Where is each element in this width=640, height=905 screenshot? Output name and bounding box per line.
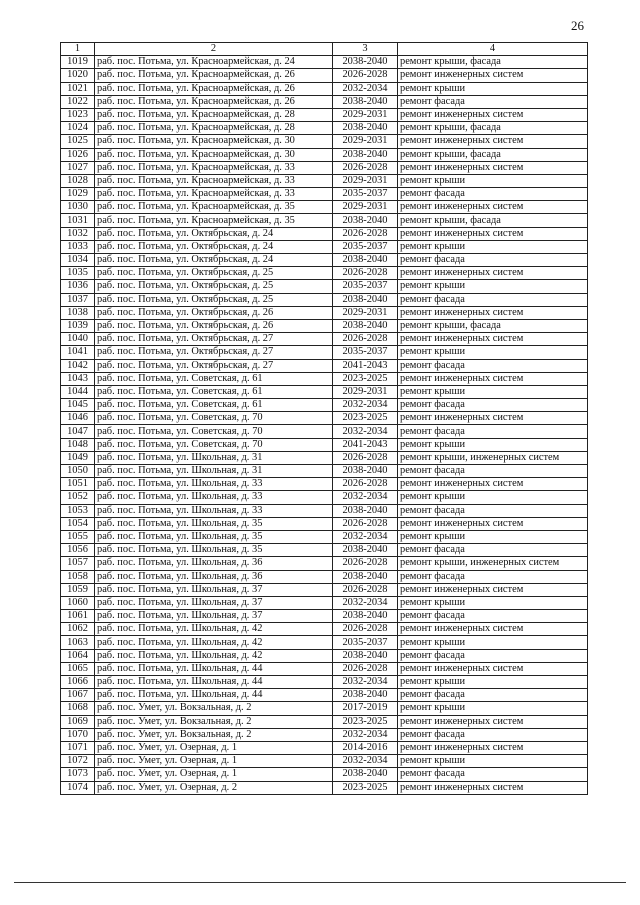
address-cell: раб. пос. Потьма, ул. Красноармейская, д. 26 <box>95 69 333 82</box>
address-cell: раб. пос. Потьма, ул. Школьная, д. 35 <box>95 517 333 530</box>
work-type-cell: ремонт фасада <box>398 768 588 781</box>
work-type-cell: ремонт крыши <box>398 174 588 187</box>
period-cell: 2038-2040 <box>333 768 398 781</box>
table-header-row <box>61 43 588 56</box>
work-type-cell: ремонт инженерных систем <box>398 412 588 425</box>
address-cell: раб. пос. Потьма, ул. Школьная, д. 36 <box>95 557 333 570</box>
row-number: 1042 <box>61 359 95 372</box>
row-number: 1059 <box>61 583 95 596</box>
row-number: 1068 <box>61 702 95 715</box>
row-number: 1073 <box>61 768 95 781</box>
table-row <box>61 280 588 293</box>
address-cell: раб. пос. Потьма, ул. Красноармейская, д. 30 <box>95 148 333 161</box>
address-cell: раб. пос. Потьма, ул. Октябрьская, д. 27 <box>95 333 333 346</box>
row-number: 1051 <box>61 478 95 491</box>
table-row <box>61 504 588 517</box>
table-row <box>61 359 588 372</box>
address-cell: раб. пос. Потьма, ул. Школьная, д. 31 <box>95 451 333 464</box>
period-cell: 2038-2040 <box>333 570 398 583</box>
table-row <box>61 56 588 69</box>
period-cell: 2014-2016 <box>333 741 398 754</box>
address-cell: раб. пос. Умет, ул. Вокзальная, д. 2 <box>95 702 333 715</box>
table-row <box>61 425 588 438</box>
column-header-address: 2 <box>95 43 333 56</box>
work-type-cell: ремонт инженерных систем <box>398 69 588 82</box>
work-type-cell: ремонт крыши <box>398 636 588 649</box>
work-type-cell: ремонт инженерных систем <box>398 108 588 121</box>
period-cell: 2026-2028 <box>333 161 398 174</box>
work-type-cell: ремонт крыши <box>398 702 588 715</box>
address-cell: раб. пос. Потьма, ул. Октябрьская, д. 27 <box>95 359 333 372</box>
work-type-cell: ремонт фасада <box>398 544 588 557</box>
row-number: 1062 <box>61 623 95 636</box>
table-row <box>61 293 588 306</box>
table-row <box>61 544 588 557</box>
address-cell: раб. пос. Умет, ул. Озерная, д. 1 <box>95 755 333 768</box>
table-row <box>61 333 588 346</box>
row-number: 1060 <box>61 596 95 609</box>
address-cell: раб. пос. Потьма, ул. Октябрьская, д. 25 <box>95 280 333 293</box>
row-number: 1025 <box>61 135 95 148</box>
work-type-cell: ремонт крыши <box>398 280 588 293</box>
period-cell: 2038-2040 <box>333 95 398 108</box>
table-row <box>61 755 588 768</box>
row-number: 1035 <box>61 267 95 280</box>
work-type-cell: ремонт крыши <box>398 385 588 398</box>
row-number: 1044 <box>61 385 95 398</box>
period-cell: 2026-2028 <box>333 478 398 491</box>
work-type-cell: ремонт фасада <box>398 425 588 438</box>
table-row <box>61 689 588 702</box>
address-cell: раб. пос. Потьма, ул. Школьная, д. 42 <box>95 649 333 662</box>
period-cell: 2038-2040 <box>333 544 398 557</box>
work-type-cell: ремонт крыши, фасада <box>398 214 588 227</box>
row-number: 1039 <box>61 319 95 332</box>
period-cell: 2038-2040 <box>333 214 398 227</box>
row-number: 1064 <box>61 649 95 662</box>
table-row <box>61 530 588 543</box>
row-number: 1031 <box>61 214 95 227</box>
address-cell: раб. пос. Умет, ул. Озерная, д. 2 <box>95 781 333 794</box>
period-cell: 2026-2028 <box>333 227 398 240</box>
row-number: 1050 <box>61 465 95 478</box>
row-number: 1022 <box>61 95 95 108</box>
period-cell: 2023-2025 <box>333 412 398 425</box>
work-type-cell: ремонт крыши <box>398 676 588 689</box>
table-row <box>61 188 588 201</box>
work-type-cell: ремонт фасада <box>398 399 588 412</box>
table-row <box>61 478 588 491</box>
period-cell: 2032-2034 <box>333 755 398 768</box>
table-row <box>61 715 588 728</box>
table-row <box>61 596 588 609</box>
row-number: 1056 <box>61 544 95 557</box>
address-cell: раб. пос. Потьма, ул. Школьная, д. 44 <box>95 676 333 689</box>
period-cell: 2035-2037 <box>333 636 398 649</box>
address-cell: раб. пос. Потьма, ул. Красноармейская, д. 24 <box>95 56 333 69</box>
address-cell: раб. пос. Потьма, ул. Школьная, д. 36 <box>95 570 333 583</box>
row-number: 1032 <box>61 227 95 240</box>
period-cell: 2032-2034 <box>333 728 398 741</box>
row-number: 1028 <box>61 174 95 187</box>
row-number: 1066 <box>61 676 95 689</box>
page-number: 26 <box>571 18 584 33</box>
work-type-cell: ремонт крыши <box>398 438 588 451</box>
address-cell: раб. пос. Потьма, ул. Советская, д. 70 <box>95 438 333 451</box>
period-cell: 2038-2040 <box>333 465 398 478</box>
table-row <box>61 491 588 504</box>
row-number: 1070 <box>61 728 95 741</box>
address-cell: раб. пос. Потьма, ул. Советская, д. 61 <box>95 372 333 385</box>
address-cell: раб. пос. Потьма, ул. Школьная, д. 42 <box>95 623 333 636</box>
row-number: 1024 <box>61 122 95 135</box>
address-cell: раб. пос. Потьма, ул. Октябрьская, д. 26 <box>95 306 333 319</box>
work-type-cell: ремонт крыши, фасада <box>398 319 588 332</box>
work-type-cell: ремонт фасада <box>398 570 588 583</box>
period-cell: 2032-2034 <box>333 399 398 412</box>
period-cell: 2029-2031 <box>333 135 398 148</box>
row-number: 1046 <box>61 412 95 425</box>
period-cell: 2041-2043 <box>333 438 398 451</box>
period-cell: 2032-2034 <box>333 676 398 689</box>
work-type-cell: ремонт инженерных систем <box>398 372 588 385</box>
address-cell: раб. пос. Потьма, ул. Школьная, д. 35 <box>95 544 333 557</box>
table-row <box>61 385 588 398</box>
period-cell: 2038-2040 <box>333 56 398 69</box>
table-row <box>61 557 588 570</box>
row-number: 1041 <box>61 346 95 359</box>
row-number: 1043 <box>61 372 95 385</box>
period-cell: 2035-2037 <box>333 188 398 201</box>
row-number: 1033 <box>61 240 95 253</box>
repair-schedule-table <box>60 42 588 795</box>
period-cell: 2038-2040 <box>333 293 398 306</box>
address-cell: раб. пос. Умет, ул. Озерная, д. 1 <box>95 741 333 754</box>
work-type-cell: ремонт крыши, инженерных систем <box>398 557 588 570</box>
table-row <box>61 108 588 121</box>
period-cell: 2038-2040 <box>333 504 398 517</box>
work-type-cell: ремонт фасада <box>398 649 588 662</box>
work-type-cell: ремонт инженерных систем <box>398 201 588 214</box>
period-cell: 2032-2034 <box>333 82 398 95</box>
work-type-cell: ремонт инженерных систем <box>398 583 588 596</box>
row-number: 1019 <box>61 56 95 69</box>
work-type-cell: ремонт крыши <box>398 82 588 95</box>
table-row <box>61 306 588 319</box>
table-row <box>61 465 588 478</box>
table-row <box>61 781 588 794</box>
period-cell: 2038-2040 <box>333 254 398 267</box>
table-row <box>61 69 588 82</box>
period-cell: 2026-2028 <box>333 583 398 596</box>
table-row <box>61 676 588 689</box>
address-cell: раб. пос. Потьма, ул. Школьная, д. 37 <box>95 596 333 609</box>
period-cell: 2026-2028 <box>333 517 398 530</box>
address-cell: раб. пос. Потьма, ул. Школьная, д. 37 <box>95 610 333 623</box>
work-type-cell: ремонт крыши, инженерных систем <box>398 451 588 464</box>
period-cell: 2032-2034 <box>333 425 398 438</box>
period-cell: 2026-2028 <box>333 662 398 675</box>
table-row <box>61 702 588 715</box>
period-cell: 2032-2034 <box>333 491 398 504</box>
period-cell: 2035-2037 <box>333 240 398 253</box>
period-cell: 2026-2028 <box>333 451 398 464</box>
address-cell: раб. пос. Потьма, ул. Октябрьская, д. 24 <box>95 227 333 240</box>
work-type-cell: ремонт фасада <box>398 465 588 478</box>
address-cell: раб. пос. Потьма, ул. Октябрьская, д. 24 <box>95 240 333 253</box>
row-number: 1029 <box>61 188 95 201</box>
table-row <box>61 122 588 135</box>
table-row <box>61 267 588 280</box>
period-cell: 2023-2025 <box>333 781 398 794</box>
work-type-cell: ремонт инженерных систем <box>398 662 588 675</box>
work-type-cell: ремонт фасада <box>398 188 588 201</box>
column-header-period: 3 <box>333 43 398 56</box>
table-row <box>61 636 588 649</box>
period-cell: 2023-2025 <box>333 715 398 728</box>
row-number: 1069 <box>61 715 95 728</box>
address-cell: раб. пос. Потьма, ул. Красноармейская, д. 35 <box>95 214 333 227</box>
period-cell: 2032-2034 <box>333 530 398 543</box>
address-cell: раб. пос. Потьма, ул. Красноармейская, д. 35 <box>95 201 333 214</box>
row-number: 1037 <box>61 293 95 306</box>
table-body <box>61 56 588 795</box>
address-cell: раб. пос. Потьма, ул. Школьная, д. 31 <box>95 465 333 478</box>
row-number: 1053 <box>61 504 95 517</box>
period-cell: 2038-2040 <box>333 689 398 702</box>
address-cell: раб. пос. Потьма, ул. Советская, д. 61 <box>95 399 333 412</box>
period-cell: 2038-2040 <box>333 122 398 135</box>
row-number: 1067 <box>61 689 95 702</box>
table-row <box>61 768 588 781</box>
address-cell: раб. пос. Потьма, ул. Школьная, д. 35 <box>95 530 333 543</box>
address-cell: раб. пос. Потьма, ул. Октябрьская, д. 26 <box>95 319 333 332</box>
address-cell: раб. пос. Потьма, ул. Советская, д. 70 <box>95 412 333 425</box>
period-cell: 2029-2031 <box>333 108 398 121</box>
table-row <box>61 623 588 636</box>
table-row <box>61 517 588 530</box>
table-row <box>61 649 588 662</box>
work-type-cell: ремонт инженерных систем <box>398 227 588 240</box>
address-cell: раб. пос. Потьма, ул. Школьная, д. 33 <box>95 491 333 504</box>
table-row <box>61 570 588 583</box>
address-cell: раб. пос. Потьма, ул. Школьная, д. 44 <box>95 662 333 675</box>
period-cell: 2029-2031 <box>333 385 398 398</box>
table-row <box>61 372 588 385</box>
address-cell: раб. пос. Умет, ул. Вокзальная, д. 2 <box>95 715 333 728</box>
row-number: 1023 <box>61 108 95 121</box>
column-header-work-type: 4 <box>398 43 588 56</box>
work-type-cell: ремонт инженерных систем <box>398 267 588 280</box>
period-cell: 2026-2028 <box>333 267 398 280</box>
address-cell: раб. пос. Потьма, ул. Школьная, д. 44 <box>95 689 333 702</box>
address-cell: раб. пос. Потьма, ул. Красноармейская, д. 33 <box>95 161 333 174</box>
row-number: 1038 <box>61 306 95 319</box>
address-cell: раб. пос. Потьма, ул. Октябрьская, д. 25 <box>95 267 333 280</box>
work-type-cell: ремонт крыши <box>398 530 588 543</box>
row-number: 1055 <box>61 530 95 543</box>
row-number: 1045 <box>61 399 95 412</box>
row-number: 1040 <box>61 333 95 346</box>
table-row <box>61 662 588 675</box>
table-row <box>61 412 588 425</box>
row-number: 1034 <box>61 254 95 267</box>
bottom-rule <box>14 882 626 883</box>
table-row <box>61 135 588 148</box>
address-cell: раб. пос. Потьма, ул. Красноармейская, д. 26 <box>95 82 333 95</box>
period-cell: 2038-2040 <box>333 148 398 161</box>
work-type-cell: ремонт фасада <box>398 610 588 623</box>
work-type-cell: ремонт крыши <box>398 346 588 359</box>
period-cell: 2026-2028 <box>333 557 398 570</box>
row-number: 1026 <box>61 148 95 161</box>
row-number: 1058 <box>61 570 95 583</box>
row-number: 1057 <box>61 557 95 570</box>
table-row <box>61 451 588 464</box>
row-number: 1020 <box>61 69 95 82</box>
work-type-cell: ремонт фасада <box>398 293 588 306</box>
row-number: 1063 <box>61 636 95 649</box>
period-cell: 2038-2040 <box>333 319 398 332</box>
row-number: 1074 <box>61 781 95 794</box>
address-cell: раб. пос. Умет, ул. Озерная, д. 1 <box>95 768 333 781</box>
address-cell: раб. пос. Потьма, ул. Октябрьская, д. 24 <box>95 254 333 267</box>
table-row <box>61 240 588 253</box>
row-number: 1065 <box>61 662 95 675</box>
work-type-cell: ремонт инженерных систем <box>398 135 588 148</box>
address-cell: раб. пос. Потьма, ул. Красноармейская, д. 26 <box>95 95 333 108</box>
address-cell: раб. пос. Умет, ул. Вокзальная, д. 2 <box>95 728 333 741</box>
period-cell: 2035-2037 <box>333 280 398 293</box>
period-cell: 2032-2034 <box>333 596 398 609</box>
period-cell: 2038-2040 <box>333 610 398 623</box>
work-type-cell: ремонт фасада <box>398 728 588 741</box>
period-cell: 2029-2031 <box>333 174 398 187</box>
table-row <box>61 741 588 754</box>
table-row <box>61 319 588 332</box>
table-row <box>61 254 588 267</box>
work-type-cell: ремонт крыши, фасада <box>398 122 588 135</box>
period-cell: 2035-2037 <box>333 346 398 359</box>
row-number: 1071 <box>61 741 95 754</box>
period-cell: 2026-2028 <box>333 333 398 346</box>
work-type-cell: ремонт крыши <box>398 755 588 768</box>
work-type-cell: ремонт инженерных систем <box>398 741 588 754</box>
table-row <box>61 161 588 174</box>
address-cell: раб. пос. Потьма, ул. Школьная, д. 33 <box>95 478 333 491</box>
work-type-cell: ремонт инженерных систем <box>398 306 588 319</box>
work-type-cell: ремонт фасада <box>398 359 588 372</box>
table-row <box>61 214 588 227</box>
table-row <box>61 82 588 95</box>
table-row <box>61 610 588 623</box>
work-type-cell: ремонт инженерных систем <box>398 715 588 728</box>
row-number: 1021 <box>61 82 95 95</box>
column-header-number: 1 <box>61 43 95 56</box>
address-cell: раб. пос. Потьма, ул. Советская, д. 70 <box>95 425 333 438</box>
table-row <box>61 95 588 108</box>
table-row <box>61 728 588 741</box>
table-row <box>61 438 588 451</box>
work-type-cell: ремонт крыши <box>398 596 588 609</box>
address-cell: раб. пос. Потьма, ул. Октябрьская, д. 27 <box>95 346 333 359</box>
address-cell: раб. пос. Потьма, ул. Советская, д. 61 <box>95 385 333 398</box>
work-type-cell: ремонт крыши <box>398 491 588 504</box>
work-type-cell: ремонт инженерных систем <box>398 623 588 636</box>
work-type-cell: ремонт инженерных систем <box>398 478 588 491</box>
table-row <box>61 174 588 187</box>
table-row <box>61 346 588 359</box>
address-cell: раб. пос. Потьма, ул. Красноармейская, д. 30 <box>95 135 333 148</box>
table-row <box>61 399 588 412</box>
address-cell: раб. пос. Потьма, ул. Школьная, д. 42 <box>95 636 333 649</box>
period-cell: 2026-2028 <box>333 69 398 82</box>
work-type-cell: ремонт инженерных систем <box>398 781 588 794</box>
work-type-cell: ремонт крыши <box>398 240 588 253</box>
address-cell: раб. пос. Потьма, ул. Красноармейская, д. 33 <box>95 174 333 187</box>
period-cell: 2026-2028 <box>333 623 398 636</box>
row-number: 1061 <box>61 610 95 623</box>
table-row <box>61 201 588 214</box>
table-row <box>61 583 588 596</box>
work-type-cell: ремонт инженерных систем <box>398 517 588 530</box>
address-cell: раб. пос. Потьма, ул. Школьная, д. 33 <box>95 504 333 517</box>
work-type-cell: ремонт фасада <box>398 689 588 702</box>
address-cell: раб. пос. Потьма, ул. Школьная, д. 37 <box>95 583 333 596</box>
work-type-cell: ремонт инженерных систем <box>398 161 588 174</box>
period-cell: 2038-2040 <box>333 649 398 662</box>
row-number: 1036 <box>61 280 95 293</box>
period-cell: 2017-2019 <box>333 702 398 715</box>
table-row <box>61 148 588 161</box>
work-type-cell: ремонт фасада <box>398 254 588 267</box>
row-number: 1030 <box>61 201 95 214</box>
work-type-cell: ремонт фасада <box>398 504 588 517</box>
row-number: 1054 <box>61 517 95 530</box>
table-row <box>61 227 588 240</box>
address-cell: раб. пос. Потьма, ул. Красноармейская, д. 28 <box>95 122 333 135</box>
row-number: 1049 <box>61 451 95 464</box>
row-number: 1052 <box>61 491 95 504</box>
row-number: 1048 <box>61 438 95 451</box>
period-cell: 2029-2031 <box>333 306 398 319</box>
address-cell: раб. пос. Потьма, ул. Красноармейская, д. 28 <box>95 108 333 121</box>
work-type-cell: ремонт фасада <box>398 95 588 108</box>
work-type-cell: ремонт крыши, фасада <box>398 148 588 161</box>
period-cell: 2041-2043 <box>333 359 398 372</box>
period-cell: 2029-2031 <box>333 201 398 214</box>
row-number: 1027 <box>61 161 95 174</box>
period-cell: 2023-2025 <box>333 372 398 385</box>
address-cell: раб. пос. Потьма, ул. Октябрьская, д. 25 <box>95 293 333 306</box>
row-number: 1047 <box>61 425 95 438</box>
work-type-cell: ремонт крыши, фасада <box>398 56 588 69</box>
work-type-cell: ремонт инженерных систем <box>398 333 588 346</box>
address-cell: раб. пос. Потьма, ул. Красноармейская, д. 33 <box>95 188 333 201</box>
row-number: 1072 <box>61 755 95 768</box>
